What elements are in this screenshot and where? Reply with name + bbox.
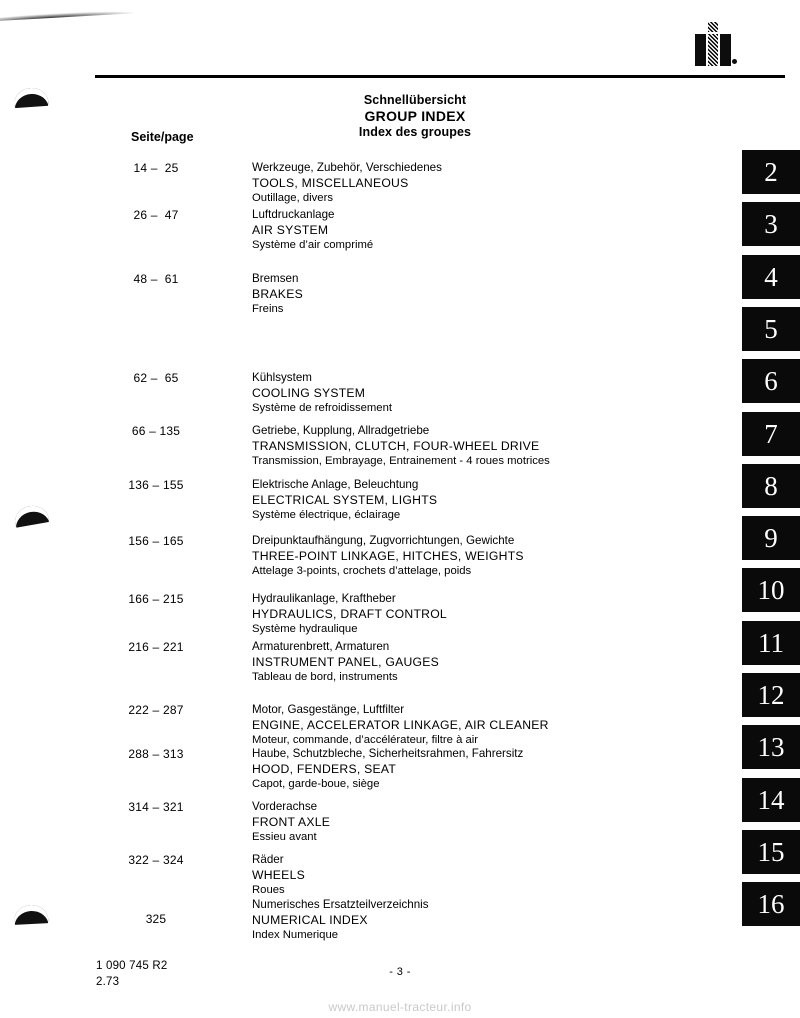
index-row-title-de: Kühlsystem [252, 371, 312, 384]
index-row-pages: 288 – 313 [128, 747, 184, 761]
index-row-title-en: BRAKES [252, 286, 303, 301]
scan-edge-smudge [0, 0, 176, 21]
chapter-tab-7[interactable]: 7 [742, 412, 800, 456]
index-row-pages: 166 – 215 [128, 592, 184, 606]
index-row-title-de: Armaturenbrett, Armaturen [252, 640, 390, 653]
page-column-header: Seite/page [131, 130, 194, 144]
index-row-title-fr: Système d’air comprimé [252, 239, 374, 252]
page-title-en: GROUP INDEX [364, 108, 466, 125]
index-row-title-de: Dreipunktaufhängung, Zugvorrichtungen, Gewichte [252, 534, 515, 547]
chapter-tab-16[interactable]: 16 [742, 882, 800, 926]
index-row-title-fr: Transmission, Embrayage, Entrainement - 4 roues motrices [252, 455, 550, 468]
index-row-title-fr: Freins [252, 303, 284, 316]
index-row-title-en: INSTRUMENT PANEL, GAUGES [252, 654, 440, 669]
index-row-title-de: Luftdruckanlage [252, 208, 335, 221]
chapter-tab-11[interactable]: 11 [742, 621, 800, 665]
index-row-title-en: THREE-POINT LINKAGE, HITCHES, WEIGHTS [252, 548, 524, 563]
index-row-title-en: HYDRAULICS, DRAFT CONTROL [252, 606, 447, 621]
index-row-titles [252, 534, 524, 579]
index-row-title-en: HOOD, FENDERS, SEAT [252, 761, 397, 776]
chapter-tab-2[interactable]: 2 [742, 150, 800, 194]
index-row-title-en: NUMERICAL INDEX [252, 912, 368, 927]
index-row-pages: 62 – 65 [133, 371, 179, 385]
index-row-title-fr: Système électrique, éclairage [252, 509, 401, 522]
document-date-value: 2.73 [96, 975, 120, 988]
chapter-tab-14[interactable]: 14 [742, 778, 800, 822]
index-row-title-fr: Index Numerique [252, 929, 339, 942]
index-row-pages: 314 – 321 [128, 800, 184, 814]
index-row-titles [252, 371, 392, 416]
index-row-pages: 48 – 61 [133, 272, 179, 286]
chapter-tab-15[interactable]: 15 [742, 830, 800, 874]
index-row-titles [252, 703, 549, 748]
index-row-titles [252, 208, 373, 253]
document-number-value: 1 090 745 R2 [96, 960, 168, 972]
index-row-title-fr: Attelage 3-points, crochets d’attelage, poids [252, 565, 472, 578]
index-row-title-de: Vorderachse [252, 800, 318, 813]
logo-i-dot [708, 22, 718, 32]
index-row-titles [252, 478, 437, 523]
index-row-pages: 222 – 287 [128, 703, 184, 717]
chapter-tab-8[interactable]: 8 [742, 464, 800, 508]
index-row-titles [252, 800, 330, 845]
index-row-title-de: Numerisches Ersatzteilverzeichnis [252, 898, 429, 911]
index-row-pages: 14 – 25 [133, 161, 179, 175]
index-row-title-fr: Capot, garde-boue, siège [252, 778, 380, 791]
index-row-title-de: Getriebe, Kupplung, Allradgetriebe [252, 424, 430, 437]
registered-mark-icon [732, 59, 737, 64]
chapter-tab-4[interactable]: 4 [742, 255, 800, 299]
chapter-tab-13[interactable]: 13 [742, 725, 800, 769]
page-title-fr: Index des groupes [358, 125, 472, 140]
index-row-title-en: COOLING SYSTEM [252, 385, 366, 400]
index-row-title-fr: Outillage, divers [252, 192, 333, 205]
scan-edge-artifact [13, 503, 50, 528]
index-row-titles [252, 898, 429, 943]
chapter-tab-12[interactable]: 12 [742, 673, 800, 717]
chapter-tab-10[interactable]: 10 [742, 568, 800, 612]
index-row-titles [252, 747, 523, 792]
index-row-title-de: Bremsen [252, 272, 299, 285]
index-row-titles [252, 592, 447, 637]
index-row-title-fr: Système hydraulique [252, 623, 358, 636]
index-row-title-fr: Système de refroidissement [252, 402, 393, 415]
index-row-title-de: Haube, Schutzbleche, Sicherheitsrahmen, Fahrersitz [252, 747, 524, 760]
logo-h-right-bar [720, 34, 731, 66]
index-row-pages: 322 – 324 [128, 853, 184, 867]
index-row-titles [252, 853, 305, 898]
index-row-pages: 26 – 47 [133, 208, 179, 222]
logo-h-left-bar [695, 34, 706, 66]
index-row-title-fr: Essieu avant [252, 831, 317, 844]
chapter-tab-3[interactable]: 3 [742, 202, 800, 246]
chapter-tab-9[interactable]: 9 [742, 516, 800, 560]
index-row-titles [252, 161, 442, 206]
index-row-title-en: ELECTRICAL SYSTEM, LIGHTS [252, 492, 438, 507]
index-row-title-en: WHEELS [252, 867, 305, 882]
index-row-title-de: Elektrische Anlage, Beleuchtung [252, 478, 419, 491]
index-row-pages: 325 [145, 912, 167, 926]
index-row-title-en: TRANSMISSION, CLUTCH, FOUR-WHEEL DRIVE [252, 438, 540, 453]
index-row-title-en: AIR SYSTEM [252, 222, 329, 237]
header-rule [95, 75, 785, 78]
page-folio: - 3 - [389, 966, 411, 978]
index-row-title-de: Werkzeuge, Zubehör, Verschiedenes [252, 161, 442, 174]
page-title [300, 93, 530, 141]
index-row-titles [252, 272, 303, 317]
index-row-title-de: Räder [252, 853, 284, 866]
index-row-title-en: TOOLS, MISCELLANEOUS [252, 175, 409, 190]
scan-edge-artifact [14, 904, 49, 925]
index-row-pages: 136 – 155 [128, 478, 184, 492]
index-row-title-fr: Moteur, commande, d’accélérateur, filtre à air [252, 734, 479, 747]
chapter-tab-5[interactable]: 5 [742, 307, 800, 351]
index-row-title-de: Hydraulikanlage, Kraftheber [252, 592, 396, 605]
index-row-titles [252, 424, 550, 469]
index-row-pages: 66 – 135 [131, 424, 181, 438]
index-row-title-de: Motor, Gasgestänge, Luftfilter [252, 703, 405, 716]
index-row-title-en: ENGINE, ACCELERATOR LINKAGE, AIR CLEANER [252, 717, 549, 732]
international-harvester-logo [693, 22, 737, 66]
index-row-title-fr: Roues [252, 884, 285, 897]
index-row-pages: 156 – 165 [128, 534, 184, 548]
index-row-title-en: FRONT AXLE [252, 814, 331, 829]
index-row-titles [252, 640, 439, 685]
logo-i-stem [708, 34, 718, 66]
chapter-tab-6[interactable]: 6 [742, 359, 800, 403]
index-row-title-fr: Tableau de bord, instruments [252, 671, 398, 684]
watermark: www.manuel-tracteur.info [328, 1000, 472, 1014]
scan-edge-artifact [13, 87, 48, 108]
page-title-de: Schnellübersicht [363, 93, 467, 107]
index-row-pages: 216 – 221 [128, 640, 184, 654]
